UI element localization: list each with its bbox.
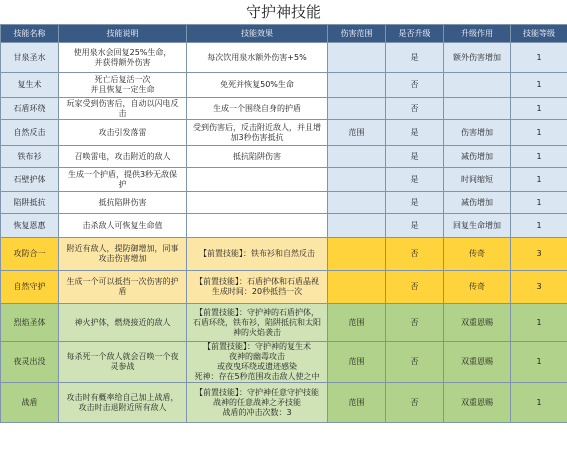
cell-text: 复生术 bbox=[17, 80, 42, 89]
upgrade-effect-cell bbox=[444, 73, 511, 98]
table-row bbox=[1, 146, 567, 168]
upgrade-effect-cell bbox=[444, 304, 511, 342]
skill-name-cell bbox=[1, 168, 59, 192]
damage-range-cell bbox=[328, 214, 386, 238]
cell-text: 生成一个护盾，提供3秒无敌保 护 bbox=[67, 169, 178, 189]
table-row bbox=[1, 238, 567, 271]
table-row bbox=[1, 342, 567, 383]
cell-text: 额外伤害增加 bbox=[453, 52, 501, 62]
upgradable-cell bbox=[386, 238, 444, 271]
cell-text: 【前置技能】：守护神的复生术 夜神的幽毒攻击 或夜曳环绕或遗迹感染 死神：存在5秒范围攻击敌人使之中 bbox=[194, 342, 320, 381]
cell-text: 死亡后复活一次 并且恢复一定生命 bbox=[90, 75, 155, 94]
damage-range-cell bbox=[328, 271, 386, 304]
upgrade-effect-cell bbox=[444, 383, 511, 423]
cell-text: 1 bbox=[536, 357, 542, 366]
cell-text: 范围 bbox=[348, 397, 365, 407]
cell-text: 击杀敌人可恢复生命值 bbox=[82, 220, 163, 230]
skill-effect-cell bbox=[187, 214, 328, 238]
cell-text: 抵抗陷阱伤害 bbox=[98, 197, 147, 207]
cell-text: 恢复恩惠 bbox=[13, 220, 46, 230]
cell-text: 双重恩赐 bbox=[461, 397, 493, 407]
cell-text: 生成一个可以抵挡一次伤害的护 盾 bbox=[66, 277, 179, 296]
cell-text: 否 bbox=[410, 249, 419, 258]
cell-text: 攻防合一 bbox=[13, 249, 46, 258]
skill-level-cell bbox=[511, 342, 567, 383]
cell-text: 免死并恢复50%生命 bbox=[220, 80, 294, 89]
cell-text: 夜灵出没 bbox=[13, 357, 46, 366]
skill-effect-cell bbox=[187, 271, 328, 304]
skill-description-cell bbox=[59, 98, 187, 120]
upgrade-effect-cell bbox=[444, 43, 511, 73]
cell-text: 否 bbox=[410, 397, 419, 407]
damage-range-cell bbox=[328, 383, 386, 423]
cell-text: 烈焰圣体 bbox=[13, 317, 46, 327]
cell-text: 生成一个围绕自身的护盾 bbox=[213, 103, 301, 113]
skill-description-cell bbox=[59, 271, 187, 304]
damage-range-cell bbox=[328, 304, 386, 342]
cell-text: 是 bbox=[410, 52, 419, 62]
skill-description-cell bbox=[59, 304, 187, 342]
skill-effect-cell bbox=[187, 146, 328, 168]
cell-text: 3 bbox=[536, 249, 542, 258]
cell-text: 传奇 bbox=[469, 282, 485, 291]
cell-text: 每次饮用泉水额外伤害+5% bbox=[207, 52, 307, 62]
cell-text: 3 bbox=[536, 282, 542, 291]
skill-description-cell bbox=[59, 214, 187, 238]
skill-description-cell bbox=[59, 168, 187, 192]
upgradable-cell bbox=[386, 192, 444, 214]
upgradable-cell bbox=[386, 43, 444, 73]
cell-text: 攻击引发落雷 bbox=[98, 127, 147, 137]
damage-range-cell bbox=[328, 342, 386, 383]
upgradable-cell bbox=[386, 168, 444, 192]
skill-effect-cell bbox=[187, 43, 328, 73]
skill-effect-cell bbox=[187, 342, 328, 383]
cell-text: 双重恩赐 bbox=[461, 357, 493, 366]
cell-text: 范围 bbox=[348, 357, 365, 366]
skill-level-cell bbox=[511, 192, 567, 214]
skill-effect-cell bbox=[187, 383, 328, 423]
skill-level-cell bbox=[511, 120, 567, 146]
skill-name-cell bbox=[1, 43, 59, 73]
cell-text: 伤害增加 bbox=[461, 127, 493, 137]
skill-effect-cell bbox=[187, 73, 328, 98]
cell-text: 是 bbox=[410, 220, 419, 230]
cell-text: 附近有敌人，提防御增加，同事 攻击伤害增加 bbox=[66, 244, 179, 263]
upgrade-effect-cell bbox=[444, 271, 511, 304]
skill-effect-cell bbox=[187, 192, 328, 214]
cell-text: 受到伤害后，反击附近敌人，并且增 加3秒伤害抵抗 bbox=[193, 122, 321, 142]
upgrade-effect-cell bbox=[444, 168, 511, 192]
damage-range-cell bbox=[328, 98, 386, 120]
cell-text: 1 bbox=[536, 397, 542, 407]
skill-name-cell bbox=[1, 238, 59, 271]
skill-name-cell bbox=[1, 73, 59, 98]
skill-description-cell bbox=[59, 73, 187, 98]
skill-description-cell bbox=[59, 120, 187, 146]
header-damage-range: 伤害范围 bbox=[328, 25, 386, 43]
skill-level-cell bbox=[511, 168, 567, 192]
upgradable-cell bbox=[386, 342, 444, 383]
cell-text: 1 bbox=[536, 151, 542, 161]
cell-text: 使用泉水会回复25%生命， 并获得额外伤害 bbox=[73, 47, 172, 67]
upgradable-cell bbox=[386, 304, 444, 342]
damage-range-cell bbox=[328, 192, 386, 214]
header-skill-name: 技能名称 bbox=[1, 25, 59, 43]
cell-text: 是 bbox=[410, 127, 419, 137]
skill-description-cell bbox=[59, 342, 187, 383]
cell-text: 传奇 bbox=[469, 249, 485, 258]
cell-text: 1 bbox=[536, 317, 542, 327]
cell-text: 双重恩赐 bbox=[461, 317, 493, 327]
skill-name-cell bbox=[1, 342, 59, 383]
cell-text: 范围 bbox=[348, 127, 365, 137]
table-header-row bbox=[1, 25, 567, 43]
header-upgradable: 是否升级 bbox=[386, 25, 444, 43]
cell-text: 【前置技能】：石盾护体和石盾晶视 生成时间：20秒抵挡一次 bbox=[195, 277, 319, 296]
skill-description-cell bbox=[59, 146, 187, 168]
table-row bbox=[1, 214, 567, 238]
upgrade-effect-cell bbox=[444, 238, 511, 271]
upgrade-effect-cell bbox=[444, 214, 511, 238]
skill-name-cell bbox=[1, 146, 59, 168]
upgradable-cell bbox=[386, 98, 444, 120]
damage-range-cell bbox=[328, 168, 386, 192]
damage-range-cell bbox=[328, 146, 386, 168]
cell-text: 1 bbox=[536, 127, 542, 137]
cell-text: 战盾 bbox=[21, 397, 38, 407]
skill-level-cell bbox=[511, 214, 567, 238]
skill-name-cell bbox=[1, 383, 59, 423]
cell-text: 【前置技能】：守护神的石盾护体， 石盾环绕，铁布衫，陷阱抵抗和太阳 神的火焰袭击 bbox=[193, 307, 321, 337]
upgrade-effect-cell bbox=[444, 192, 511, 214]
cell-text: 石壁护体 bbox=[13, 174, 46, 184]
upgrade-effect-cell bbox=[444, 98, 511, 120]
damage-range-cell bbox=[328, 120, 386, 146]
cell-text: 否 bbox=[410, 80, 419, 89]
skill-description-cell bbox=[59, 383, 187, 423]
cell-text: 【前置技能】：守护神任意守护技能 战神的任意战神之矛技能 战盾的冲击次数：3 bbox=[195, 387, 319, 417]
skill-name-cell bbox=[1, 98, 59, 120]
header-upgrade-effect: 升级作用 bbox=[444, 25, 511, 43]
cell-text: 1 bbox=[536, 197, 542, 207]
cell-text: 抵抗陷阱伤害 bbox=[233, 151, 281, 161]
cell-text: 召唤雷电，攻击附近的敌人 bbox=[74, 151, 171, 161]
header-skill-description: 技能说明 bbox=[59, 25, 187, 43]
cell-text: 自然反击 bbox=[13, 127, 46, 137]
skill-effect-cell bbox=[187, 304, 328, 342]
cell-text: 每杀死一个敌人就会召唤一个夜 灵参战 bbox=[66, 352, 179, 371]
upgradable-cell bbox=[386, 214, 444, 238]
damage-range-cell bbox=[328, 43, 386, 73]
upgrade-effect-cell bbox=[444, 146, 511, 168]
cell-text: 石盾环绕 bbox=[13, 103, 46, 113]
cell-text: 是 bbox=[410, 174, 419, 184]
skill-level-cell bbox=[511, 304, 567, 342]
cell-text: 是 bbox=[410, 151, 419, 161]
skill-level-cell bbox=[511, 271, 567, 304]
upgradable-cell bbox=[386, 73, 444, 98]
cell-text: 神火护体，燃烧接近的敌人 bbox=[74, 317, 171, 327]
cell-text: 减伤增加 bbox=[461, 197, 493, 207]
skill-effect-cell bbox=[187, 98, 328, 120]
cell-text: 否 bbox=[410, 357, 419, 366]
table-row bbox=[1, 120, 567, 146]
skill-effect-cell bbox=[187, 120, 328, 146]
skill-level-cell bbox=[511, 98, 567, 120]
cell-text: 甘泉圣水 bbox=[13, 52, 46, 62]
cell-text: 玩家受到伤害后，自动以闪电反 击 bbox=[66, 98, 179, 118]
cell-text: 1 bbox=[536, 220, 542, 230]
table-row bbox=[1, 98, 567, 120]
skill-effect-cell bbox=[187, 168, 328, 192]
skill-description-cell bbox=[59, 192, 187, 214]
upgradable-cell bbox=[386, 120, 444, 146]
cell-text: 铁布衫 bbox=[17, 151, 42, 161]
cell-text: 1 bbox=[536, 52, 542, 62]
cell-text: 自然守护 bbox=[13, 282, 46, 291]
upgradable-cell bbox=[386, 383, 444, 423]
table-row bbox=[1, 304, 567, 342]
skill-effect-cell bbox=[187, 238, 328, 271]
cell-text: 范围 bbox=[348, 317, 365, 327]
cell-text: 否 bbox=[410, 317, 419, 327]
cell-text: 否 bbox=[410, 103, 419, 113]
table-row bbox=[1, 43, 567, 73]
upgrade-effect-cell bbox=[444, 342, 511, 383]
cell-text: 减伤增加 bbox=[461, 151, 493, 161]
skill-level-cell bbox=[511, 383, 567, 423]
skill-description-cell bbox=[59, 43, 187, 73]
cell-text: 【前置技能】：铁布衫和自然反击 bbox=[199, 249, 315, 258]
skill-level-cell bbox=[511, 73, 567, 98]
cell-text: 攻击时有概率给自己加上战盾， 攻击时击退附近所有敌人 bbox=[66, 392, 179, 412]
skill-name-cell bbox=[1, 271, 59, 304]
skill-level-cell bbox=[511, 146, 567, 168]
cell-text: 陷阱抵抗 bbox=[13, 197, 46, 207]
table-row bbox=[1, 383, 567, 423]
damage-range-cell bbox=[328, 73, 386, 98]
table-row bbox=[1, 192, 567, 214]
header-skill-level: 技能等级 bbox=[511, 25, 567, 43]
skills-table bbox=[0, 24, 567, 423]
upgradable-cell bbox=[386, 146, 444, 168]
skill-level-cell bbox=[511, 238, 567, 271]
cell-text: 时间缩短 bbox=[461, 174, 493, 184]
cell-text: 1 bbox=[536, 174, 542, 184]
skill-description-cell bbox=[59, 238, 187, 271]
cell-text: 1 bbox=[536, 80, 542, 89]
cell-text: 回复生命增加 bbox=[453, 220, 501, 230]
page-title: 守护神技能 bbox=[0, 0, 567, 24]
skill-name-cell bbox=[1, 304, 59, 342]
cell-text: 否 bbox=[410, 282, 419, 291]
upgradable-cell bbox=[386, 271, 444, 304]
cell-text: 1 bbox=[536, 103, 542, 113]
table-row bbox=[1, 271, 567, 304]
skill-level-cell bbox=[511, 43, 567, 73]
table-row bbox=[1, 73, 567, 98]
damage-range-cell bbox=[328, 238, 386, 271]
upgrade-effect-cell bbox=[444, 120, 511, 146]
header-skill-effect: 技能效果 bbox=[187, 25, 328, 43]
cell-text: 是 bbox=[410, 197, 419, 207]
skill-name-cell bbox=[1, 120, 59, 146]
skill-name-cell bbox=[1, 192, 59, 214]
table-row bbox=[1, 168, 567, 192]
skill-name-cell bbox=[1, 214, 59, 238]
